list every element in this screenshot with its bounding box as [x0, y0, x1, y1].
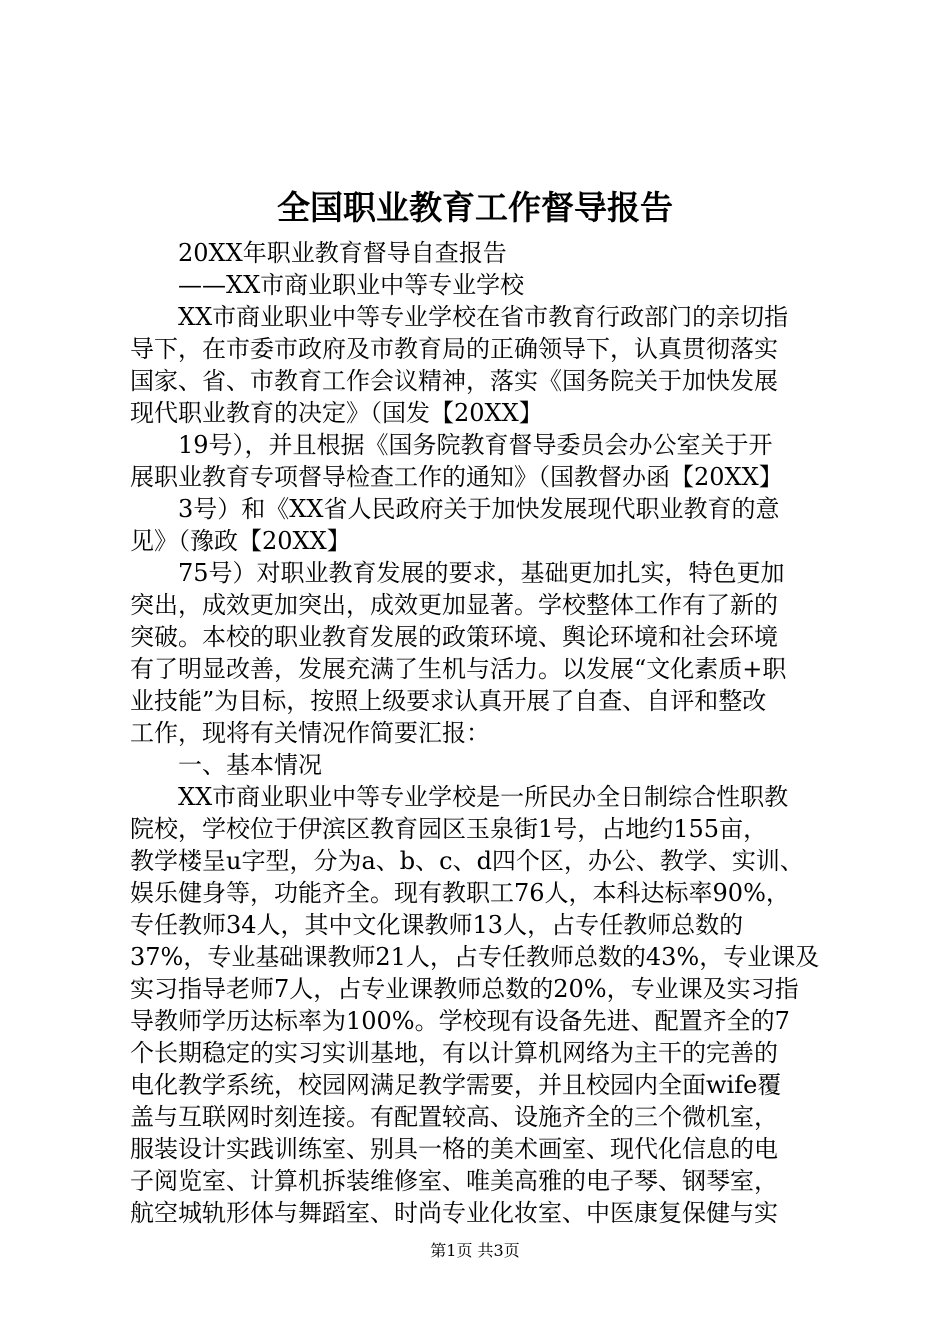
body-line: 75号）对职业教育发展的要求，基础更加扎实，特色更加 [178, 559, 785, 587]
body-line: 娱乐健身等，功能齐全。现有教职工76人，本科达标率90%， [130, 879, 790, 907]
body-line: 导下，在市委市政府及市教育局的正确领导下，认真贯彻落实 [130, 335, 778, 363]
body-line: 一、基本情况 [178, 751, 322, 779]
document-title: 全国职业教育工作督导报告 [277, 188, 673, 227]
body-line: 3号）和《XX省人民政府关于加快发展现代职业教育的意 [178, 495, 780, 523]
body-line: 突出，成效更加突出，成效更加显著。学校整体工作有了新的 [130, 591, 778, 619]
body-line: 有了明显改善，发展充满了生机与活力。以发展“文化素质+职 [130, 655, 787, 683]
document-body [130, 237, 830, 1229]
body-line: 专任教师34人，其中文化课教师13人，占专任教师总数的 [130, 911, 744, 939]
body-line: ——XX市商业职业中等专业学校 [178, 271, 525, 299]
body-line: XX市商业职业中等专业学校是一所民办全日制综合性职教 [178, 783, 789, 811]
body-line: 业技能”为目标，按照上级要求认真开展了自查、自评和整改 [130, 687, 767, 715]
body-line: 现代职业教育的决定》（国发【20XX】 [130, 399, 543, 427]
body-line: 见》（豫政【20XX】 [130, 527, 351, 555]
body-line: 19号），并且根据《国务院教育督导委员会办公室关于开 [178, 431, 773, 459]
body-line: 工作，现将有关情况作简要汇报： [130, 719, 490, 747]
body-line: 国家、省、市教育工作会议精神，落实《国务院关于加快发展 [130, 367, 778, 395]
body-line: 导教师学历达标率为100%。学校现有设备先进、配置齐全的7 [130, 1007, 790, 1035]
page-footer: 第1页 共3页 [430, 1241, 520, 1260]
body-line: 37%，专业基础课教师21人，占专任教师总数的43%，专业课及 [130, 943, 820, 971]
body-line: 电化教学系统，校园网满足教学需要，并且校园内全面wife覆 [130, 1071, 782, 1099]
body-line: XX市商业职业中等专业学校在省市教育行政部门的亲切指 [178, 303, 789, 331]
body-line: 展职业教育专项督导检查工作的通知》（国教督办函【20XX】 [130, 463, 783, 491]
body-line: 子阅览室、计算机拆装维修室、唯美高雅的电子琴、钢琴室， [130, 1167, 778, 1195]
body-line: 航空城轨形体与舞蹈室、时尚专业化妆室、中医康复保健与实 [130, 1199, 778, 1227]
body-line: 院校，学校位于伊滨区教育园区玉泉街1号，占地约155亩， [130, 815, 768, 843]
body-line: 服装设计实践训练室、别具一格的美术画室、现代化信息的电 [130, 1135, 778, 1163]
body-line: 突破。本校的职业教育发展的政策环境、舆论环境和社会环境 [130, 623, 778, 651]
body-line: 盖与互联网时刻连接。有配置较高、设施齐全的三个微机室， [130, 1103, 778, 1131]
body-line: 实习指导老师7人，占专业课教师总数的20%，专业课及实习指 [130, 975, 799, 1003]
body-line: 20XX年职业教育督导自查报告 [178, 239, 507, 267]
body-line: 个长期稳定的实习实训基地，有以计算机网络为主干的完善的 [130, 1039, 778, 1067]
body-line: 教学楼呈u字型，分为a、b、c、d四个区，办公、教学、实训、 [130, 847, 804, 875]
